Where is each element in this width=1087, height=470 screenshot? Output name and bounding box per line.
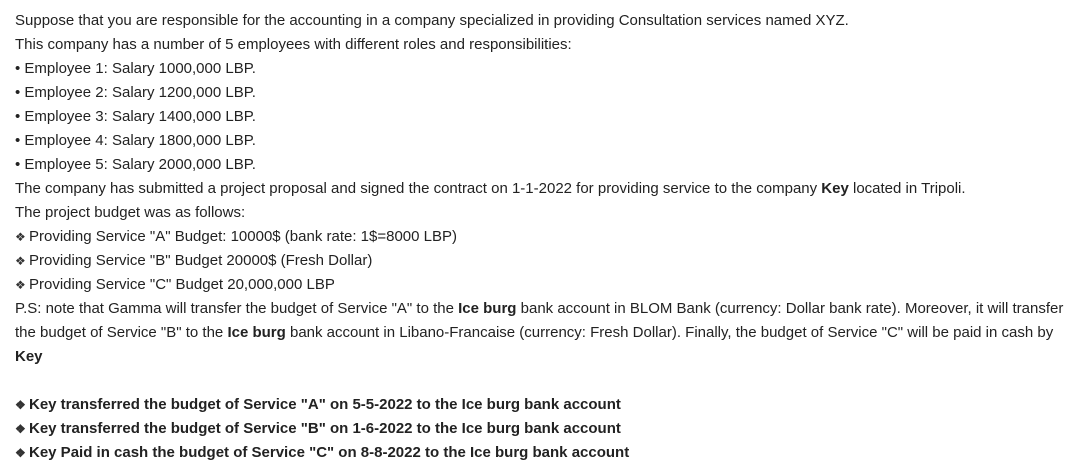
- service-text: Providing Service "B" Budget 20000$ (Fresh Dollar): [29, 252, 373, 269]
- event-text: Key transferred the budget of Service "B" on 1-6-2022 to the Ice burg bank account: [29, 420, 621, 437]
- service-item-b: [15, 249, 1070, 273]
- budget-heading: The project budget was as follows:: [15, 204, 246, 221]
- event-item-b: [15, 417, 1070, 441]
- ps-text-1: P.S: note that Gamma will transfer the budget of Service "A" to the: [15, 300, 459, 317]
- ps-bold-1: Ice burg: [458, 300, 517, 317]
- event-item-c: [15, 441, 1070, 465]
- service-text: Providing Service "A" Budget: 10000$ (bank rate: 1$=8000 LBP): [29, 228, 458, 245]
- event-text: Key Paid in cash the budget of Service "C" on 8-8-2022 to the Ice burg bank account: [29, 444, 630, 461]
- contract-text-after: located in Tripoli.: [848, 180, 966, 197]
- ps-text-3: bank account in Libano-Francaise (currency: Fresh Dollar). Finally, the budget of Service "C" will be paid in cash by: [285, 324, 1054, 341]
- employee-item-4: • Employee 4: Salary 1800,000 LBP.: [15, 132, 256, 149]
- diamond-bullet-icon: ❖: [15, 278, 26, 292]
- employee-item-2: • Employee 2: Salary 1200,000 LBP.: [15, 84, 256, 101]
- ps-bold-3: Key: [15, 348, 43, 365]
- diamond-bullet-icon: ❖: [15, 422, 26, 436]
- contract-text-before: The company has submitted a project proposal and signed the contract on 1-1-2022 for providing service to the company: [15, 180, 822, 197]
- service-text: Providing Service "C" Budget 20,000,000 LBP: [29, 276, 335, 293]
- service-item-a: [15, 225, 1070, 249]
- diamond-bullet-icon: ❖: [15, 446, 26, 460]
- ps-bold-2: Ice burg: [227, 324, 286, 341]
- employee-item-3: • Employee 3: Salary 1400,000 LBP.: [15, 108, 256, 125]
- event-item-a: [15, 393, 1070, 417]
- contract-key: Key: [821, 180, 849, 197]
- intro-line-2: This company has a number of 5 employees with different roles and responsibilities:: [15, 36, 572, 53]
- diamond-bullet-icon: ❖: [15, 230, 26, 244]
- event-text: Key transferred the budget of Service "A" on 5-5-2022 to the Ice burg bank account: [29, 396, 621, 413]
- intro-line-1: Suppose that you are responsible for the accounting in a company specialized in providing Consultation services named XYZ.: [15, 12, 849, 29]
- ps-paragraph: [15, 297, 1081, 369]
- employee-item-1: • Employee 1: Salary 1000,000 LBP.: [15, 60, 256, 77]
- blank-line: [15, 369, 1070, 393]
- diamond-bullet-icon: ❖: [15, 254, 26, 268]
- ps-text-2: bank account in BLOM Bank (currency: Dollar bank rate). Moreover, it will transfer the budget of Service "B" to the: [15, 300, 1064, 341]
- employee-item-5: • Employee 5: Salary 2000,000 LBP.: [15, 156, 256, 173]
- diamond-bullet-icon: ❖: [15, 398, 26, 412]
- contract-line: [15, 177, 1070, 201]
- service-item-c: [15, 273, 1070, 297]
